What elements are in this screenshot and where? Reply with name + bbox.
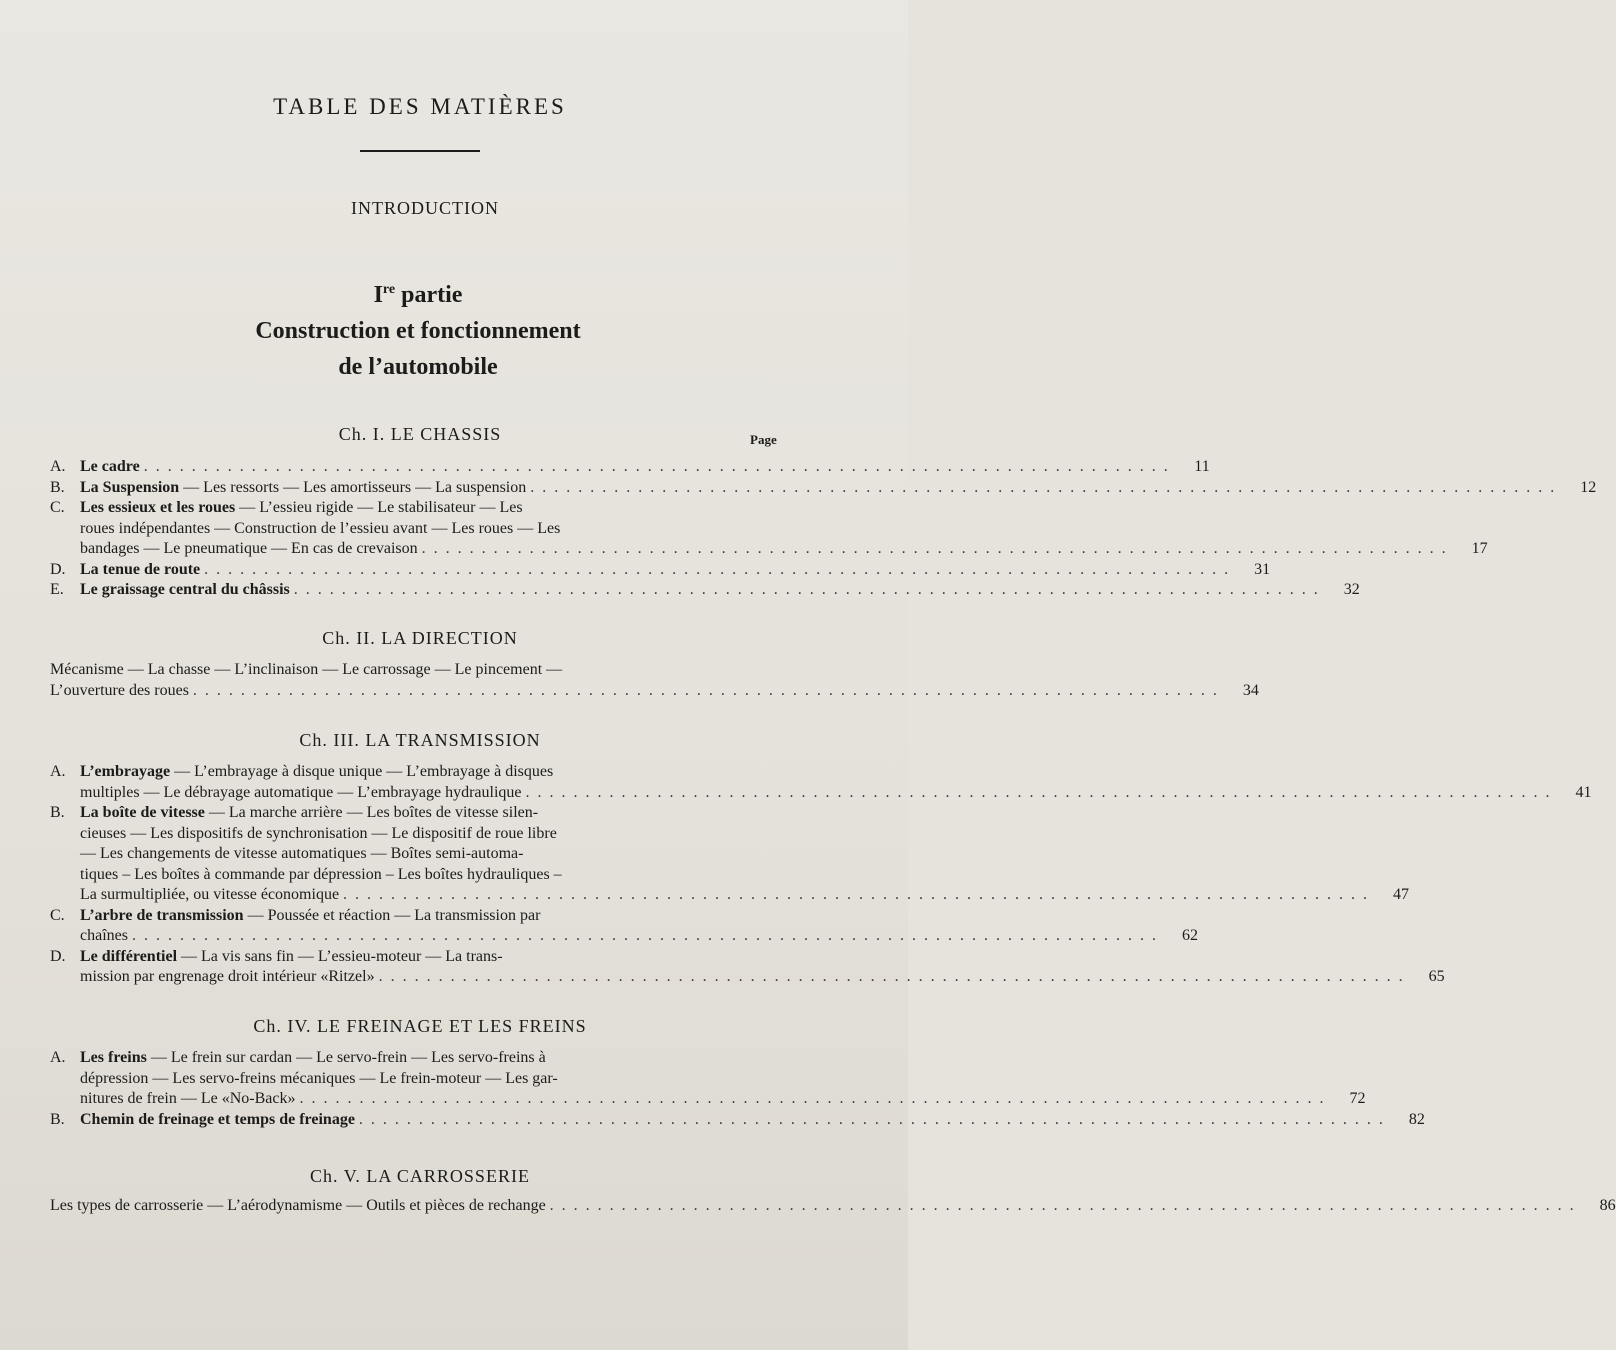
entry-title: L’embrayage	[80, 763, 171, 780]
dot-leader: . . . . . . . . . . . . . . . . . . . . . . . . . . . . . . . . . . . . . . . . . . . . . . . . . . . . . . . . . . . . . . . . . . . . . . . . . . . . . . . . . . . . . .	[192, 681, 1219, 699]
chapter-entries	[50, 1196, 1616, 1217]
entry-letter: B.	[50, 1110, 65, 1128]
entry-letter: D.	[50, 947, 66, 965]
entry-description: Mécanisme — La chasse — L’inclinaison — Le carrossage — Le pincement —	[50, 661, 563, 678]
dot-leader: . . . . . . . . . . . . . . . . . . . . . . . . . . . . . . . . . . . . . . . . . . . . . . . . . . . . . . . . . . . . . . . . . . . . . . . . . . . . . . . . . . . . . .	[299, 1090, 1326, 1107]
entry-title: Chemin de freinage et temps de freinage	[80, 1110, 355, 1128]
toc-entry-line	[50, 1048, 790, 1069]
entry-description: chaînes	[80, 927, 128, 944]
entry-description: — L’essieu rigide — Le stabilisateur — Les	[235, 499, 523, 516]
chapter-entries	[50, 1048, 1425, 1130]
toc-entry-line	[50, 457, 1210, 478]
entry-letter: C.	[50, 906, 65, 924]
entry-text	[80, 926, 128, 947]
entry-title: Les freins	[80, 1049, 147, 1066]
part-heading	[0, 272, 836, 385]
toc-entry-line	[50, 1196, 1616, 1217]
entry-text	[80, 539, 418, 560]
toc-entry	[50, 660, 1259, 701]
toc-entry-line	[50, 762, 790, 783]
entry-description: — Le frein sur cardan — Le servo-frein — Les servo-freins à	[146, 1049, 546, 1066]
toc-entry-line	[50, 803, 790, 824]
entry-text	[50, 580, 290, 601]
entry-text	[50, 906, 540, 927]
toc-entry	[50, 803, 1410, 906]
entry-text	[50, 1110, 355, 1131]
chapter-entries	[50, 762, 1592, 988]
toc-entry-line	[50, 580, 1360, 601]
toc-entry-line	[50, 783, 1592, 804]
page-number: 34	[1242, 681, 1259, 699]
toc-entry-line	[50, 519, 790, 540]
page-column-label: Page	[750, 432, 777, 447]
entry-text	[80, 519, 560, 540]
entry-description: — L’embrayage à disque unique — L’embrayage à disques	[170, 763, 554, 780]
entry-description: tiques – Les boîtes à commande par dépression – Les boîtes hydrauliques –	[80, 865, 562, 883]
toc-entry-line	[50, 681, 1259, 702]
entry-description: — Les changements de vitesse automatiques — Boîtes semi-automa-	[80, 845, 524, 862]
dot-leader: . . . . . . . . . . . . . . . . . . . . . . . . . . . . . . . . . . . . . . . . . . . . . . . . . . . . . . . . . . . . . . . . . . . . . . . . . . . . . . . . . . . . . .	[378, 968, 1405, 985]
toc-entry-line	[50, 885, 1410, 906]
dot-leader: . . . . . . . . . . . . . . . . . . . . . . . . . . . . . . . . . . . . . . . . . . . . . . . . . . . . . . . . . . . . . . . . . . . . . . . . . . . . . . . . . . . . . .	[343, 886, 1370, 903]
entry-letter: E.	[50, 581, 64, 598]
entry-text	[80, 1089, 295, 1110]
entry-description: L’ouverture des roues	[50, 681, 189, 699]
toc-entry-line	[50, 660, 790, 681]
entry-text	[80, 824, 557, 845]
toc-entry-line	[50, 824, 790, 845]
entry-text	[80, 783, 521, 804]
entry-text	[80, 865, 562, 886]
toc-entry-line	[50, 844, 790, 865]
toc-entry-line	[50, 947, 790, 968]
chapter-entries	[50, 660, 1259, 701]
entry-title: Le différentiel	[80, 947, 178, 965]
entry-text	[80, 1069, 558, 1090]
entry-text	[50, 762, 553, 783]
page-number: 62	[1181, 927, 1198, 944]
toc-entry	[50, 1048, 1366, 1110]
dot-leader: . . . . . . . . . . . . . . . . . . . . . . . . . . . . . . . . . . . . . . . . . . . . . . . . . . . . . . . . . . . . . . . . . . . . . . . . . . . . . . . . . . . . . .	[131, 927, 1158, 944]
toc-entry-line	[50, 498, 790, 519]
entry-description: cieuses — Les dispositifs de synchronisation — Le dispositif de roue libre	[80, 824, 557, 842]
dot-leader: . . . . . . . . . . . . . . . . . . . . . . . . . . . . . . . . . . . . . . . . . . . . . . . . . . . . . . . . . . . . . . . . . . . . . . . . . . . . . . . . . . . . . .	[204, 560, 1231, 578]
toc-entry-line	[50, 926, 1198, 947]
dot-leader: . . . . . . . . . . . . . . . . . . . . . . . . . . . . . . . . . . . . . . . . . . . . . . . . . . . . . . . . . . . . . . . . . . . . . . . . . . . . . . . . . . . . . .	[530, 478, 1557, 496]
entry-description: mission par engrenage droit intérieur «Ritzel»	[80, 968, 375, 985]
entry-description: bandages — Le pneumatique — En cas de crevaison	[80, 540, 418, 557]
toc-entry	[50, 478, 1597, 499]
entry-description: — La marche arrière — Les boîtes de vitesse silen-	[204, 804, 539, 821]
entry-letter: A.	[50, 458, 66, 475]
chapter-heading: Ch. II. LA DIRECTION	[322, 628, 518, 648]
toc-entry	[50, 498, 1488, 560]
toc-entry	[50, 560, 1271, 581]
page-number: 17	[1471, 540, 1488, 557]
entry-text	[50, 947, 503, 968]
entry-description: multiples — Le débrayage automatique — L’embrayage hydraulique	[80, 783, 522, 801]
entry-letter: B.	[50, 478, 65, 496]
dot-leader: . . . . . . . . . . . . . . . . . . . . . . . . . . . . . . . . . . . . . . . . . . . . . . . . . . . . . . . . . . . . . . . . . . . . . . . . . . . . . . . . . . . . . .	[549, 1197, 1576, 1214]
part-number: I	[373, 282, 383, 308]
chapter-entries	[50, 457, 1597, 601]
part-line-2: Construction et fonctionnement	[255, 318, 581, 344]
entry-description: Les types de carrosserie — L’aérodynamisme — Outils et pièces de rechange	[50, 1197, 546, 1214]
entry-description: nitures de frein — Le «No-Back»	[80, 1090, 296, 1107]
entry-letter: D.	[50, 560, 66, 578]
title-rule	[360, 150, 480, 152]
toc-entry	[50, 1110, 1425, 1131]
entry-title: L’arbre de transmission	[80, 906, 244, 924]
entry-text	[50, 498, 523, 519]
dot-leader: . . . . . . . . . . . . . . . . . . . . . . . . . . . . . . . . . . . . . . . . . . . . . . . . . . . . . . . . . . . . . . . . . . . . . . . . . . . . . . . . . . . . . .	[143, 458, 1170, 475]
toc-entry-line	[50, 1089, 1366, 1110]
entry-text	[50, 560, 200, 581]
chapter-heading: Ch. I. LE CHASSIS	[338, 424, 502, 444]
dot-leader: . . . . . . . . . . . . . . . . . . . . . . . . . . . . . . . . . . . . . . . . . . . . . . . . . . . . . . . . . . . . . . . . . . . . . . . . . . . . . . . . . . . . . .	[525, 783, 1552, 801]
chapter-heading: Ch. III. LA TRANSMISSION	[299, 730, 541, 750]
toc-entry	[50, 762, 1592, 803]
toc-entry-line	[50, 906, 790, 927]
page-number: 41	[1575, 783, 1592, 801]
page-number: 32	[1343, 581, 1360, 598]
page-number: 12	[1580, 478, 1597, 496]
entry-letter: C.	[50, 499, 65, 516]
entry-description: — Les ressorts — Les amortisseurs — La suspension	[179, 478, 527, 496]
toc-entry-line	[50, 478, 1597, 499]
entry-text	[80, 967, 375, 988]
part-number-suffix: re	[382, 282, 396, 297]
toc-entry	[50, 580, 1360, 601]
toc-entry-line	[50, 560, 1271, 581]
dot-leader: . . . . . . . . . . . . . . . . . . . . . . . . . . . . . . . . . . . . . . . . . . . . . . . . . . . . . . . . . . . . . . . . . . . . . . . . . . . . . . . . . . . . . .	[358, 1110, 1385, 1128]
entry-description: — Poussée et réaction — La transmission par	[243, 906, 541, 924]
toc-entry-line	[50, 1069, 790, 1090]
part-line-1	[0, 272, 836, 313]
entry-letter: A.	[50, 1049, 66, 1066]
entry-text	[50, 803, 538, 824]
entry-letter: A.	[50, 763, 66, 780]
toc-entry-line	[50, 865, 790, 886]
part-word: partie	[401, 282, 463, 308]
dot-leader: . . . . . . . . . . . . . . . . . . . . . . . . . . . . . . . . . . . . . . . . . . . . . . . . . . . . . . . . . . . . . . . . . . . . . . . . . . . . . . . . . . . . . .	[421, 540, 1448, 557]
entry-title: Les essieux et les roues	[80, 499, 236, 516]
page-title: TABLE DES MATIÈRES	[273, 94, 567, 119]
entry-description: — La vis sans fin — L’essieu-moteur — La trans-	[177, 947, 503, 965]
toc-entry	[50, 906, 1198, 947]
entry-description: roues indépendantes — Construction de l’essieu avant — Les roues — Les	[80, 519, 561, 537]
page-number: 72	[1349, 1090, 1366, 1107]
toc-entry-line	[50, 967, 1445, 988]
toc-entry-line	[50, 539, 1488, 560]
page-number: 86	[1599, 1197, 1616, 1214]
entry-title: La Suspension	[80, 478, 180, 496]
toc-entry	[50, 457, 1210, 478]
entry-title: La boîte de vitesse	[80, 804, 205, 821]
entry-title: La tenue de route	[80, 560, 201, 578]
entry-text	[80, 885, 339, 906]
entry-description: dépression — Les servo-freins mécaniques — Le frein-moteur — Les gar-	[80, 1069, 558, 1087]
page-number: 31	[1254, 560, 1271, 578]
page-number: 82	[1408, 1110, 1425, 1128]
entry-text	[50, 478, 526, 499]
entry-letter: B.	[50, 804, 65, 821]
introduction-heading: INTRODUCTION	[351, 198, 499, 218]
toc-entry-line	[50, 1110, 1425, 1131]
toc-entry	[50, 947, 1445, 988]
part-line-3: de l’automobile	[338, 354, 498, 380]
entry-text	[80, 844, 523, 865]
page-number: 47	[1393, 886, 1410, 903]
entry-text	[50, 457, 140, 478]
chapter-heading: Ch. V. LA CARROSSERIE	[310, 1166, 530, 1186]
entry-text	[50, 660, 562, 681]
entry-title: Le graissage central du châssis	[80, 581, 290, 598]
page-number: 65	[1428, 968, 1445, 985]
entry-text	[50, 1196, 546, 1217]
entry-text	[50, 681, 189, 702]
entry-description: La surmultipliée, ou vitesse économique	[80, 886, 340, 903]
entry-text	[50, 1048, 546, 1069]
page-number: 11	[1194, 458, 1210, 475]
entry-title: Le cadre	[80, 458, 140, 475]
toc-entry	[50, 1196, 1616, 1217]
dot-leader: . . . . . . . . . . . . . . . . . . . . . . . . . . . . . . . . . . . . . . . . . . . . . . . . . . . . . . . . . . . . . . . . . . . . . . . . . . . . . . . . . . . . . .	[293, 581, 1320, 598]
chapter-heading: Ch. IV. LE FREINAGE ET LES FREINS	[253, 1016, 587, 1036]
